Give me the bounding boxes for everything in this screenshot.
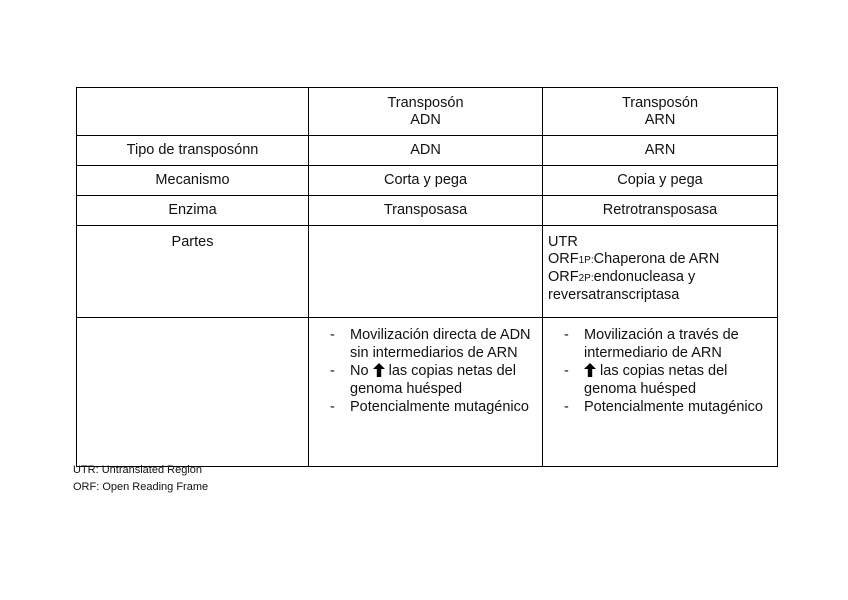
list-item: - No las copias netas del genoma huésped [330, 363, 516, 397]
header-row [77, 88, 778, 136]
header-empty-cell [77, 88, 309, 136]
features-arn-list [564, 326, 771, 416]
row-adn-value: ADN [309, 136, 543, 166]
partes-arn-list [543, 226, 778, 318]
row-label: Enzima [77, 196, 309, 226]
row-label: Mecanismo [77, 166, 309, 196]
partes-adn-empty-cell [309, 226, 543, 318]
partes-orf1: ORF1P:Chaperona de ARN [548, 251, 720, 267]
footnote-utr: UTR: Untranslated Region [73, 464, 203, 476]
row-label: Tipo de transposónn [77, 136, 309, 166]
row-adn-value: Corta y pega [309, 166, 543, 196]
row-arn-value: ARN [543, 136, 778, 166]
row-label: Partes [77, 226, 309, 318]
features-arn [543, 318, 778, 467]
list-item: - Potencialmente mutagénico [330, 399, 529, 415]
partes-orf2-cont: reversatranscriptasa [548, 287, 680, 303]
features-empty-cell [77, 318, 309, 467]
partes-utr: UTR [548, 234, 578, 250]
partes-orf2: ORF2P:endonucleasa y [548, 269, 696, 285]
list-item: - las copias netas del genoma huésped [564, 363, 728, 397]
features-adn-list [330, 326, 536, 416]
features-adn [309, 318, 543, 467]
list-item: - Movilización a través de intermediario de ARN [564, 327, 739, 361]
header-dna-transposon: Transposón ADN [309, 88, 543, 136]
row-partes [77, 226, 778, 318]
list-item: - Potencialmente mutagénico [564, 399, 763, 415]
footnote-orf: ORF: Open Reading Frame [73, 481, 209, 493]
list-item: - Movilización directa de ADN sin intermediarios de ARN [330, 327, 531, 361]
row-arn-value: Copia y pega [543, 166, 778, 196]
row-adn-value: Transposasa [309, 196, 543, 226]
row-enzima [77, 196, 778, 226]
arrow-up-icon [373, 363, 385, 377]
transposon-comparison-table [76, 87, 778, 467]
row-mecanismo [77, 166, 778, 196]
footnotes [73, 462, 208, 496]
row-tipo [77, 136, 778, 166]
header-rna-transposon: Transposón ARN [543, 88, 778, 136]
row-features [77, 318, 778, 467]
arrow-up-icon [584, 363, 596, 377]
row-arn-value: Retrotransposasa [543, 196, 778, 226]
